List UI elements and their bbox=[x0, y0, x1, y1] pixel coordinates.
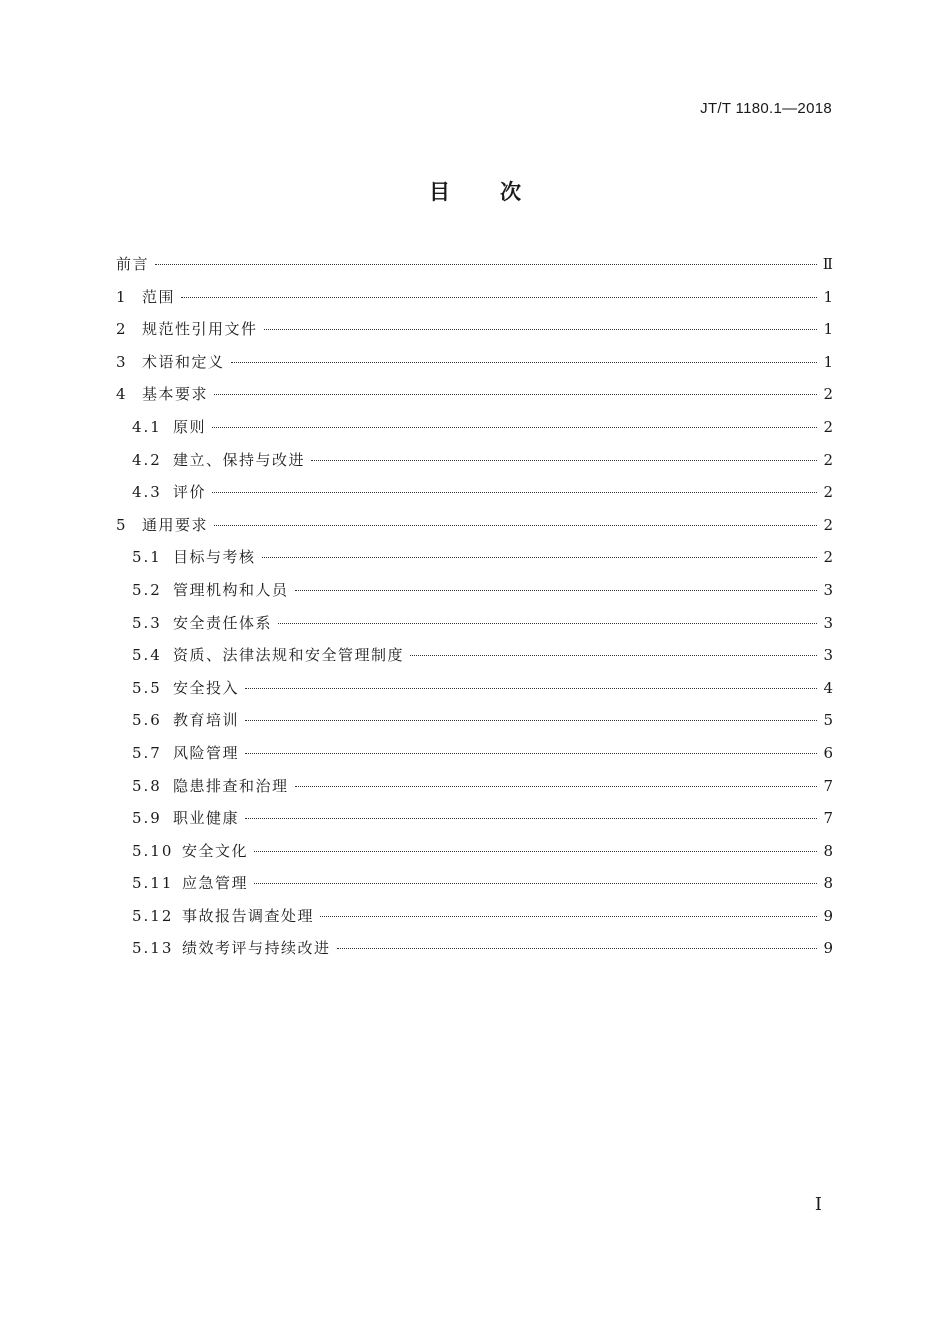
toc-dot-leader bbox=[245, 687, 817, 689]
toc-entry-number: 5.4 bbox=[132, 646, 162, 665]
toc-entry-page: 8 bbox=[823, 874, 833, 893]
toc-entry-number: 5 bbox=[116, 515, 128, 534]
toc-entry[interactable] bbox=[116, 576, 833, 609]
toc-entry-label: 风险管理 bbox=[173, 743, 240, 762]
toc-entry-number: 2 bbox=[116, 320, 128, 339]
toc-entry-label: 教育培训 bbox=[173, 711, 240, 730]
toc-entry[interactable] bbox=[116, 446, 833, 479]
toc-dot-leader bbox=[245, 817, 817, 819]
toc-entry-page: 2 bbox=[823, 417, 833, 436]
toc-entry-label: 原则 bbox=[173, 417, 207, 436]
toc-dot-leader bbox=[212, 491, 817, 493]
toc-dot-leader bbox=[212, 426, 817, 428]
toc-entry-page: 1 bbox=[823, 320, 833, 339]
toc-entry-label: 资质、法律法规和安全管理制度 bbox=[173, 646, 405, 665]
toc-entry-label: 管理机构和人员 bbox=[173, 580, 289, 599]
toc-entry-page: 4 bbox=[823, 678, 833, 697]
page-title-char-1: 目 bbox=[429, 180, 450, 204]
page-number: Ⅰ bbox=[814, 1194, 822, 1215]
toc-entry-number: 4 bbox=[116, 385, 128, 404]
toc-entry-label: 应急管理 bbox=[182, 874, 249, 893]
toc-dot-leader bbox=[254, 850, 817, 852]
toc-entry-label: 建立、保持与改进 bbox=[173, 450, 306, 469]
toc-entry-label: 目标与考核 bbox=[173, 548, 256, 567]
toc-entry-number: 4.1 bbox=[132, 417, 162, 436]
toc-dot-leader bbox=[295, 589, 818, 591]
toc-entry-page: 2 bbox=[823, 483, 833, 502]
toc-entry-label: 安全文化 bbox=[182, 841, 249, 860]
toc-entry-page: 2 bbox=[823, 515, 833, 534]
toc-entry-number: 5.7 bbox=[132, 743, 162, 762]
toc-dot-leader bbox=[155, 263, 817, 265]
toc-entry[interactable] bbox=[116, 641, 833, 674]
toc-entry[interactable] bbox=[116, 315, 833, 348]
toc-entry-page: 7 bbox=[823, 809, 833, 828]
toc-entry-label: 术语和定义 bbox=[142, 352, 225, 371]
toc-dot-leader bbox=[295, 785, 818, 787]
toc-entry-page: 3 bbox=[823, 613, 833, 632]
toc-entry-number: 3 bbox=[116, 352, 128, 371]
toc-dot-leader bbox=[337, 947, 818, 949]
toc-entry-label: 通用要求 bbox=[142, 515, 209, 534]
toc-entry[interactable] bbox=[116, 413, 833, 446]
toc-entry-label: 范围 bbox=[142, 287, 176, 306]
toc-entry-number: 1 bbox=[116, 287, 128, 306]
toc-entry-number: 5.10 bbox=[132, 841, 174, 860]
toc-entry-label: 规范性引用文件 bbox=[142, 320, 258, 339]
toc-entry-page: 1 bbox=[823, 287, 833, 306]
toc-entry-number: 5.9 bbox=[132, 809, 162, 828]
toc-entry-label: 基本要求 bbox=[142, 385, 209, 404]
toc-entry-number: 5.11 bbox=[132, 874, 174, 893]
toc-entry-page: 1 bbox=[823, 352, 833, 371]
toc-entry[interactable] bbox=[116, 804, 833, 837]
toc-entry-label: 绩效考评与持续改进 bbox=[182, 939, 331, 958]
toc-entry-page: 9 bbox=[823, 939, 833, 958]
toc-entry[interactable] bbox=[116, 674, 833, 707]
toc-entry-number: 5.13 bbox=[132, 939, 174, 958]
toc-entry-page: 2 bbox=[823, 548, 833, 567]
toc-entry[interactable] bbox=[116, 869, 833, 902]
toc-entry-label: 安全责任体系 bbox=[173, 613, 273, 632]
toc-entry-label: 事故报告调查处理 bbox=[182, 906, 315, 925]
toc-dot-leader bbox=[214, 393, 817, 395]
toc-entry-number: 4.3 bbox=[132, 483, 162, 502]
toc-entry-label: 安全投入 bbox=[173, 678, 240, 697]
toc-dot-leader bbox=[214, 524, 817, 526]
toc-dot-leader bbox=[320, 915, 817, 917]
toc-entry-page: 2 bbox=[823, 450, 833, 469]
toc-entry-page: 6 bbox=[823, 743, 833, 762]
toc-dot-leader bbox=[262, 556, 818, 558]
toc-entry-label: 评价 bbox=[173, 483, 207, 502]
toc-entry[interactable] bbox=[116, 609, 833, 642]
toc-dot-leader bbox=[410, 654, 817, 656]
toc-entry-number: 5.1 bbox=[132, 548, 162, 567]
toc-entry-number: 5.3 bbox=[132, 613, 162, 632]
page-title-char-2: 次 bbox=[500, 180, 521, 204]
toc-entry[interactable] bbox=[116, 837, 833, 870]
toc-entry-label: 隐患排查和治理 bbox=[173, 776, 289, 795]
toc-entry-page: 7 bbox=[823, 776, 833, 795]
toc-entry[interactable] bbox=[116, 902, 833, 935]
toc-entry-page: 2 bbox=[823, 385, 833, 404]
toc-dot-leader bbox=[278, 622, 817, 624]
toc-entry[interactable] bbox=[116, 348, 833, 381]
standard-code: JT/T 1180.1—2018 bbox=[700, 100, 832, 117]
toc-entry[interactable] bbox=[116, 739, 833, 772]
toc-entry[interactable] bbox=[116, 772, 833, 805]
toc-entry-page: Ⅱ bbox=[822, 255, 833, 273]
toc-entry-page: 5 bbox=[823, 711, 833, 730]
page-title bbox=[0, 176, 950, 206]
toc-dot-leader bbox=[311, 459, 817, 461]
toc-entry[interactable] bbox=[116, 380, 833, 413]
toc-entry[interactable] bbox=[116, 543, 833, 576]
toc-entry[interactable] bbox=[116, 706, 833, 739]
toc-entry[interactable] bbox=[116, 511, 833, 544]
toc-dot-leader bbox=[264, 328, 818, 330]
toc-dot-leader bbox=[245, 752, 817, 754]
toc-entry-page: 8 bbox=[823, 841, 833, 860]
toc-dot-leader bbox=[181, 296, 817, 298]
toc-entry-number: 5.8 bbox=[132, 776, 162, 795]
toc-entry-label: 前言 bbox=[116, 255, 150, 273]
toc-entry[interactable] bbox=[116, 283, 833, 316]
toc-entry-number: 4.2 bbox=[132, 450, 162, 469]
toc-dot-leader bbox=[254, 882, 817, 884]
toc-entry[interactable] bbox=[116, 250, 833, 283]
toc-entry-number: 5.5 bbox=[132, 678, 162, 697]
toc-entry-number: 5.6 bbox=[132, 711, 162, 730]
toc-entry[interactable] bbox=[116, 478, 833, 511]
toc-entry[interactable] bbox=[116, 934, 833, 967]
toc-entry-number: 5.2 bbox=[132, 580, 162, 599]
toc-entry-number: 5.12 bbox=[132, 906, 174, 925]
toc-entry-page: 3 bbox=[823, 580, 833, 599]
toc-entry-label: 职业健康 bbox=[173, 809, 240, 828]
table-of-contents bbox=[116, 250, 833, 967]
toc-dot-leader bbox=[245, 719, 817, 721]
toc-entry-page: 9 bbox=[823, 906, 833, 925]
toc-dot-leader bbox=[231, 361, 818, 363]
toc-entry-page: 3 bbox=[823, 646, 833, 665]
